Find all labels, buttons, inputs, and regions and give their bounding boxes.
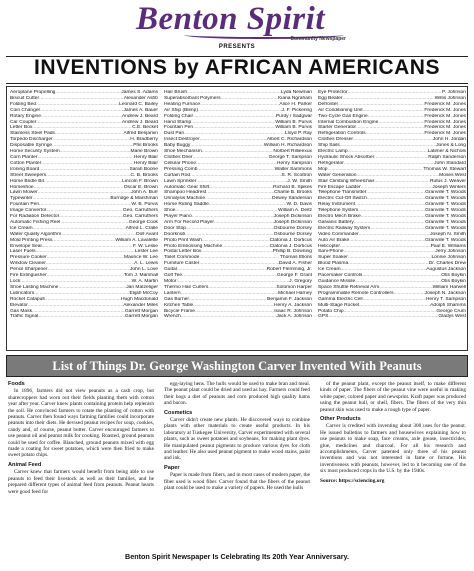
invention-name: Gas Burner: [164, 296, 190, 302]
inventor-name: Lincoln F. Brown: [122, 178, 158, 184]
invention-name: Cellular Phone: [164, 160, 197, 166]
invention-name: Lawn Mower: [10, 190, 38, 196]
inventor-name: Augustus Jackson: [426, 267, 466, 273]
invention-row: [318, 314, 466, 320]
invention-name: Galvanic Battery: [318, 219, 354, 225]
inventor-name: Lyda Newman: [280, 90, 312, 95]
invention-name: Water Quality Algorithm: [10, 231, 62, 237]
inventor-name: John A. Burr: [131, 190, 158, 196]
invention-name: Horse Riding Saddle: [164, 202, 209, 208]
invention-row: [164, 314, 312, 320]
invention-name: Shoe Lasting Machine: [10, 284, 59, 290]
inventor-name: William A. Lavalette: [115, 237, 158, 243]
inventor-name: Walter Sammons: [274, 166, 312, 172]
leader-dots: [181, 314, 277, 320]
inventor-name: S. R. Scottron: [281, 172, 312, 178]
logo-text: Benton Spirit: [136, 1, 325, 37]
inventor-name: Norbert Rillieexux: [273, 149, 312, 155]
footer-anniversary: Benton Spirit Newspaper Is Celebrating Its 20th Year Anniversary.: [125, 552, 349, 561]
invention-name: Kitchen Table: [164, 302, 194, 308]
leader-dots: [328, 314, 438, 320]
carver-text-column-2: [164, 381, 310, 495]
inventor-name: J. F. Pickering: [281, 107, 312, 113]
inventor-name: Jerry Johnson: [435, 249, 466, 255]
invention-name: Eye Protector: [318, 90, 348, 95]
inventor-name: Thomas W. Stewart: [423, 166, 466, 172]
inventor-name: William Harwell: [432, 284, 466, 290]
inventor-name: Thomas Elkins: [279, 255, 312, 261]
inventor-name: Granville T. Woods: [425, 214, 466, 220]
invention-name: Curtain Rod: [164, 172, 191, 178]
inventor-name: Willis Johnson: [434, 95, 466, 101]
inventor-name: W. B. Purvis: [131, 202, 158, 208]
inventor-name: Phillip B. Downing: [272, 249, 312, 255]
invention-name: Guidance Missile: [318, 279, 356, 284]
inventor-name: Granville T. Woods: [425, 196, 466, 202]
inventor-name: William A. Deitz: [278, 208, 312, 214]
invention-name: Insect Destroyer: [164, 137, 200, 143]
invention-name: Fire Extinguisher: [10, 273, 47, 279]
inventor-name: Frederick M. Jones: [424, 125, 466, 131]
invention-name: Photo Embossing Machine: [164, 243, 223, 249]
inventions-column-1: [10, 90, 158, 320]
invention-name: Photo Print Wash: [164, 237, 202, 243]
invention-name: Gamma Electric Cell: [318, 296, 363, 302]
inventor-name: Doll Avant: [136, 231, 158, 237]
inventor-name: F. W. Leslie: [132, 243, 158, 249]
inventor-name: Albert C. Richardson: [266, 137, 312, 143]
invention-name: Telephone Transmitter: [318, 190, 367, 196]
inventor-name: Paul E. Williams: [430, 243, 466, 249]
invention-name: Aeroplane Propelling: [10, 90, 56, 95]
inventor-name: John L. Love: [129, 267, 158, 273]
inventor-name: James S. Adams: [121, 90, 158, 95]
invention-name: Fountain Pen: [10, 202, 40, 208]
inventor-name: Solomon Harper: [276, 284, 312, 290]
carver-paragraph: egg-laying hens. The hulls would be used to make bran and meal. The peanut plant could be dried and used as hay. Farmers could feed their hogs a diet of peanuts and corn produced high quality hams and bacon.: [164, 381, 310, 407]
invention-name: Wrench: [164, 314, 181, 320]
inventor-name: James A. Bauer: [123, 107, 158, 113]
inventor-name: David A. Fisher: [278, 261, 312, 267]
carver-paragraph: In 1896, farmers did not view peanuts as a cash crop, but sharecroppers had worn out their fields planting them with cotton year after year. Carver knew plants containing protein help replenish the soil. He convinced farmers to rotate the planting of cotton with peanuts. Carver then found ways farming families could incorporate peanuts into their diets. He devised peanut recipes for soup, cookies, candy and, of course, peanut butter. Carver encouraged farmers to use peanut oil and peanut milk for cooking. Roasted, ground peanuts could be used for coffee. Blanched, ground peanuts mixed with egg made a coating for sweet potatoes, which were then fried to make sweet potato chips.: [8, 388, 154, 459]
inventor-name: Dewey Sanderson: [272, 196, 312, 202]
invention-name: Two-Cycle Gas Engine: [318, 113, 368, 119]
invention-name: Urinalysis Machine: [164, 196, 206, 202]
invention-name: Multi-Stage Rocket: [318, 302, 360, 308]
inventor-name: Frederick M. Jones: [424, 107, 466, 113]
invention-name: Shoe: [164, 208, 176, 214]
carver-subheading: Cosmetics: [164, 409, 193, 416]
inventor-name: H. Bradberry: [130, 137, 158, 143]
inventor-name: Lonnie Johnson: [431, 255, 466, 261]
inventor-name: Tom J. Marshall: [123, 273, 158, 279]
invention-name: Typewriter: [10, 196, 33, 202]
source-credit: Source: https://sciencing.org: [320, 477, 385, 484]
inventor-name: George T. Sampson: [268, 154, 312, 160]
carver-paragraph: of the peanut plant, except the peanut itself, to make different kinds of paper. The fibers of the peanut vine were useful in making white paper, colored paper and newsprint. Kraft paper was produced using the peanut hull, or shell, fibers. The fibers of the very thin peanut skin was used to make a rough type of paper.: [320, 381, 466, 413]
invention-name: Water Generation: [318, 172, 357, 178]
invention-name: Ice Cream: [10, 225, 33, 231]
invention-name: Potato Chip: [318, 308, 344, 314]
invention-name: Mop: [318, 166, 328, 172]
carver-paragraph: Paper is made from fibers, and in most cases of modern paper, the fiber used is wood fiber. Carver found that the fibers of the peanut plant could be used to make a variety of papers. He used the hulls: [164, 472, 310, 492]
inventor-name: Kiana Ngraham: [278, 95, 312, 101]
carver-paragraph: Carver didn't create new plants. He discovered ways to combine plants with other materials to create useful products. In his laboratory at Tuskegee University, Carver experimented with several plants, such as sweet potatoes and soybeans, for making plant dyes. He manipulated peanut pigments to produce various dyes for cloth and leather. He also used peanut pigment to make wood stains, paint and ink.: [164, 417, 310, 462]
inventor-name: William B. Purvis: [275, 125, 312, 131]
invention-name: Window Cleaner: [10, 261, 46, 267]
inventor-name: Alfred L. Cralle: [125, 225, 158, 231]
invention-name: Thermo Hair Curlers: [164, 284, 209, 290]
inventor-name: Joseph N. Jackson: [424, 290, 466, 296]
invention-name: Ice Cream: [318, 267, 341, 273]
inventor-name: Garrett Morgan: [124, 308, 158, 314]
inventor-name: Frederick M. Jones: [424, 113, 466, 119]
inventor-name: Andrew J. Beard: [121, 119, 158, 125]
inventor-name: Granville T. Woods: [425, 208, 466, 214]
inventor-name: Frederick M. Jones: [424, 119, 466, 125]
inventor-name: Dr. Charles Drew: [428, 261, 466, 267]
invention-name: Traffic Signal: [10, 314, 39, 320]
inventor-name: Joseph N. Smith: [430, 231, 466, 237]
inventor-name: C. B. Brooks: [130, 172, 158, 178]
logo-subtitle: Community Newspaper: [290, 36, 346, 42]
inventor-name: C.E. Becket: [132, 125, 158, 131]
invention-name: Postal Letter Box: [164, 249, 202, 255]
invention-name: Horse Bridle Bit: [10, 178, 44, 184]
invention-name: Heating Furnace: [164, 101, 201, 107]
inventor-name: Henry Blair: [133, 154, 158, 160]
invention-name: Hydraulic Shock Absorber: [318, 154, 375, 160]
inventor-name: Adolph Shamms: [430, 302, 466, 308]
carver-subheading: Paper: [164, 464, 180, 471]
inventor-name: Granville T. Woods: [425, 225, 466, 231]
carver-paragraph: Carver is credited with inventing about 300 uses for the peanut. He issued bulletins to farmers and housewives explaining how to use peanuts to make soap, face creams, axle grease, insecticides, glue, medicines and charcoal. For all his research and accomplishments, Carver patented only three of his peanut inventions and was not interested in fame or fortune. His inventiveness with peanuts, however, led to it becoming one of the six most produced crops in the U.S. by the 1940s.: [320, 423, 466, 475]
inventor-name: Isaac R. Johnson: [274, 308, 312, 314]
invention-name: Door Stop: [164, 225, 187, 231]
inventor-name: Henry Sampson: [276, 160, 312, 166]
invention-name: Car Coupler: [10, 119, 37, 125]
invention-name: Internal Combustion Engine: [318, 119, 379, 125]
invention-name: Egg Beater: [318, 95, 343, 101]
inventor-name: Jack A. Johnson: [276, 314, 312, 320]
inventor-name: Jan Matzeliger: [126, 284, 158, 290]
invention-name: Letter Box: [10, 125, 33, 131]
carver-subheading: Animal Feed: [8, 461, 42, 468]
invention-name: For Radiation Detector: [10, 214, 60, 220]
invention-name: Programmable Remote Controllers: [318, 290, 394, 296]
inventor-name: Maurice W. Lee: [124, 255, 158, 261]
inventions-list: [6, 86, 468, 351]
inventor-name: Rufus J. Weaver: [429, 178, 466, 184]
inventor-name: Osbourne Dorsey: [273, 231, 312, 237]
invention-name: Image Convertor: [10, 208, 47, 214]
invention-name: Air Ship (Blimp): [164, 107, 198, 113]
masthead: [0, 0, 474, 58]
invention-name: GPS: [318, 314, 329, 320]
invention-name: Rocket Catapult: [10, 296, 45, 302]
inventor-name: William B. Purvis: [275, 119, 312, 125]
benton-spirit-logo: [136, 1, 346, 43]
invention-name: Shoe Mechanism: [164, 149, 202, 155]
carver-text-column-1: [8, 381, 154, 498]
inventor-name: Geo. Carruthers: [122, 214, 158, 220]
inventor-name: Joseph Winters: [432, 184, 466, 190]
inventor-name: George Cook: [128, 219, 158, 225]
invention-name: Golf Tee: [164, 273, 183, 279]
inventor-name: William H. Richardson: [263, 143, 312, 149]
inventor-name: John Standard: [434, 160, 466, 166]
invention-name: Hair Brush: [164, 90, 188, 95]
inventor-name: Andrew J. Beard: [121, 113, 158, 119]
invention-name: Player Piano: [164, 214, 192, 220]
invention-name: Toilet Commode: [164, 255, 200, 261]
inventor-name: Oscar E. Brown: [123, 184, 158, 190]
invention-name: Fountain Pen: [164, 125, 194, 131]
inventor-name: Elijah McCoy: [129, 290, 158, 296]
invention-name: Lantern: [164, 290, 181, 296]
inventor-name: W. A. Martin: [131, 279, 158, 284]
inventor-name: Otis Boykin: [441, 279, 466, 284]
inventor-name: Charlie B. Brooks: [273, 190, 312, 196]
invention-name: Electro Mech Brake: [318, 214, 361, 220]
invention-name: Corn Planter: [10, 154, 38, 160]
invention-name: Doorknob: [164, 231, 186, 237]
invention-name: Relay Instrument: [318, 202, 355, 208]
inventor-name: George F. Grant: [276, 273, 312, 279]
invention-name: Laser Fuels: [10, 249, 36, 255]
inventor-name: Moses West: [439, 172, 466, 178]
inventor-name: Henry A. Jackson: [273, 302, 312, 308]
inventor-name: Lester Lee: [134, 249, 158, 255]
invention-name: Ship Sails: [318, 143, 340, 149]
invention-name: Electric Lamp: [318, 149, 348, 155]
invention-name: Stair Climbing Wheelchair: [318, 178, 375, 184]
invention-name: Automatic Fishing Reel: [10, 219, 61, 225]
invention-name: Auto Air Brake: [318, 237, 350, 243]
inventor-name: Granville T. Woods: [425, 190, 466, 196]
invention-row: [10, 314, 158, 320]
inventor-name: George Crum: [436, 308, 466, 314]
inventor-name: Purdy / Sadgwar: [275, 113, 312, 119]
inventor-name: A. L. Lewis: [134, 261, 158, 267]
invention-name: Defroster: [318, 101, 339, 107]
invention-name: Envelope Seal: [10, 243, 42, 249]
invention-name: Lock: [10, 279, 21, 284]
invention-name: Clothes Dresser: [318, 137, 354, 143]
invention-name: Rotary Engine: [10, 113, 41, 119]
inventor-name: Ralph Sanderson: [428, 154, 466, 160]
inventor-name: Alice H. Parker: [279, 101, 312, 107]
carver-paragraph: Carver knew that farmers would benefit from being able to use peanuts to feed their livestock as well as their families, and he prepared different types of animal feed from peanuts. Peanut hearts were good feed for: [8, 469, 154, 495]
inventor-name: Marie Brown: [130, 149, 158, 155]
invention-name: Air Conditioning Unit: [318, 107, 363, 113]
inventor-name: Frederick M. Jones: [424, 131, 466, 137]
invention-name: Pencil Sharpener: [10, 267, 48, 273]
invention-name: Motor: [164, 279, 177, 284]
inventor-name: Joseph Dickinson: [273, 214, 312, 220]
inventor-name: J. Gregory: [289, 279, 312, 284]
inventor-name: Alfred Benjamin: [123, 131, 158, 137]
inventor-name: Granville T. Woods: [425, 219, 466, 225]
carver-section-header: [6, 355, 468, 377]
invention-name: Electric Railway System: [318, 225, 371, 231]
carver-section-title: List of Things Dr. George Washington Carver Invented With Peanuts: [52, 359, 422, 373]
inventor-name: Alexander Ashb: [123, 95, 158, 101]
carver-subheading: Other Products: [320, 416, 361, 423]
inventor-name: Robert Flemming, Jr.: [266, 267, 312, 273]
inventor-name: Alexander Miles: [123, 302, 158, 308]
invention-name: Disposable Syringe: [10, 143, 53, 149]
invention-name: Horseshoe: [10, 184, 34, 190]
inventor-name: Otis Boykin: [441, 273, 466, 279]
inventor-name: J. W. Smith: [287, 178, 312, 184]
invention-name: Furniture Caster: [164, 261, 200, 267]
inventor-name: Michael Harney: [278, 290, 312, 296]
inventor-name: W. D. Davis: [286, 202, 312, 208]
invention-name: Super Soaker: [318, 255, 348, 261]
inventions-column-2: [164, 90, 312, 320]
inventor-name: Geo. Carruthers: [122, 208, 158, 214]
invention-name: Pacemaker Controls: [318, 273, 363, 279]
invention-name: Dust Pan: [164, 131, 185, 137]
invention-name: Lubricators: [10, 290, 35, 296]
invention-name: Folding Bed: [10, 101, 37, 107]
invention-name: Refrigerator: [318, 160, 344, 166]
invention-name: Home Security System: [10, 149, 60, 155]
invention-name: Refrigeration Controls: [318, 131, 366, 137]
inventor-name: Henry Blair: [133, 160, 158, 166]
carver-subheading: Foods: [8, 381, 25, 387]
invention-name: Folding Chair: [164, 113, 194, 119]
invention-name: Arm For Record Player: [164, 219, 215, 225]
inventor-name: Leonard C. Bailey: [119, 101, 158, 107]
invention-name: Clothes Drier: [164, 154, 193, 160]
invention-name: Pressure Cooker: [10, 255, 47, 261]
inventions-column-3: [318, 90, 466, 320]
invention-name: Superabsorbant Polymers: [164, 95, 221, 101]
invention-name: Sani-Phone: [318, 249, 344, 255]
invention-name: Electric Cut-Off Switch: [318, 196, 367, 202]
invention-name: Street Sweepers: [10, 172, 47, 178]
invention-name: Automatic Gear Shift: [164, 184, 210, 190]
invention-name: Pressing Comb: [164, 166, 198, 172]
inventor-name: Granville T. Woods: [425, 202, 466, 208]
presents-label: PRESENTS: [218, 44, 256, 50]
invention-name: Helicopter: [318, 243, 341, 249]
invention-name: Elevator: [10, 302, 28, 308]
inventor-name: Benjamin F. Jackson: [267, 296, 312, 302]
invention-name: Shampoo Headrest: [164, 190, 207, 196]
invention-name: Ironing Board: [10, 166, 40, 172]
invention-name: Biscuit Cutter: [10, 95, 40, 101]
invention-name: Blood Plasma: [318, 261, 349, 267]
inventor-name: Clatonia J. Dorticus: [269, 237, 312, 243]
inventor-name: Jones & Long: [436, 143, 466, 149]
invention-name: Stainless Steel Pads: [10, 131, 55, 137]
inventor-name: Clatonia J. Dorticus: [269, 243, 312, 249]
page-title: INVENTIONS by AFRICAN AMERICANS: [34, 56, 440, 79]
inventor-name: Gladys West: [438, 314, 466, 320]
inventor-name: Latimer & Nichols: [427, 149, 466, 155]
inventor-name: P. Johnson: [442, 90, 466, 95]
inventor-name: Sarah Boone: [129, 166, 158, 172]
inventor-name: Garrett Morgan: [124, 314, 158, 320]
title-bottom-rule: [6, 83, 468, 84]
invention-name: Hand Stamp: [164, 119, 192, 125]
invention-name: Torpedo Discharger: [10, 137, 53, 143]
invention-name: Cotton Planter: [10, 160, 42, 166]
invention-name: Guitar: [164, 267, 178, 273]
inventor-name: Osbourne Dorsey: [273, 225, 312, 231]
invention-name: Telephone System: [318, 208, 359, 214]
inventor-name: Phil Brooks: [133, 143, 158, 149]
inventor-name: Hugh Macdonald: [121, 296, 158, 302]
inventor-name: Burridge & Marshman: [110, 196, 158, 202]
leader-dots: [38, 314, 125, 320]
inventor-name: Henry T. Sampson: [425, 296, 466, 302]
invention-name: Mold Printing Press: [10, 237, 53, 243]
invention-name: Baby Buggy: [164, 143, 191, 149]
inventor-name: Frederick M. Jones: [424, 101, 466, 107]
invention-name: Space Shuttle Retrieval Arm: [318, 284, 380, 290]
invention-name: Video Commander: [318, 231, 359, 237]
carver-text-column-3: [320, 381, 466, 487]
invention-name: Coin Changer: [10, 107, 41, 113]
inventor-name: Richard B. Spikes: [273, 184, 312, 190]
inventor-name: Lloyd P. Ray: [284, 131, 312, 137]
inventor-name: Joseph Dickinson: [273, 219, 312, 225]
inventor-name: John H. Jordan: [432, 137, 466, 143]
invention-name: Lawn Sprinkler: [164, 178, 197, 184]
invention-name: Fire Escape Ladder: [318, 184, 361, 190]
inventor-name: Granville T. Woods: [425, 237, 466, 243]
invention-name: Bicycle Frame: [164, 308, 195, 314]
invention-name: Gas Mask: [10, 308, 33, 314]
invention-name: Starter Generator: [318, 125, 357, 131]
